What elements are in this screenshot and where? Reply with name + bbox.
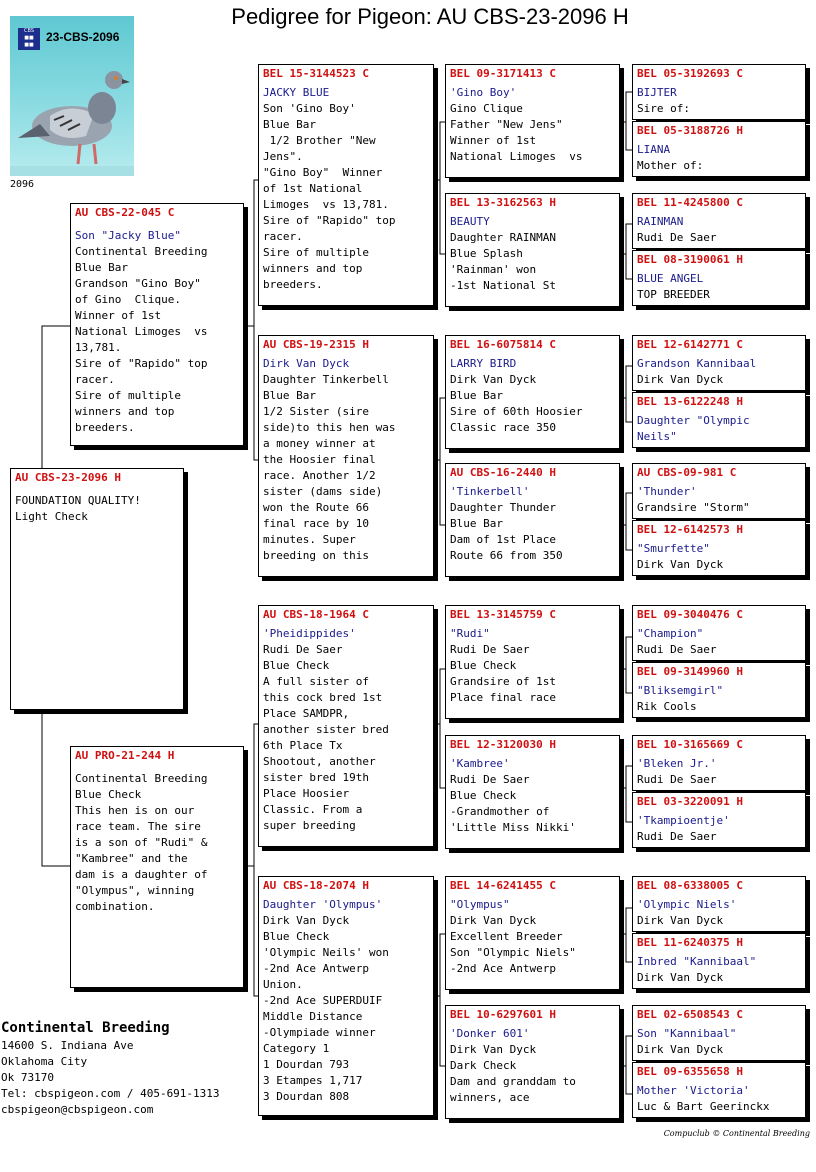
pigeon-name: Inbred "Kannibaal" (637, 955, 757, 968)
pedigree-card-g1 (632, 64, 806, 120)
ring-number: AU CBS-18-1964 C (263, 608, 369, 621)
ring-number: AU CBS-18-2074 H (263, 879, 369, 892)
pigeon-description: Mother of: (637, 159, 704, 172)
ring-number: AU CBS-09-981 C (637, 466, 737, 479)
pedigree-card-g15 (632, 1005, 806, 1061)
pedigree-card-sdd (445, 463, 620, 577)
page-title: Pedigree for Pigeon: AU CBS-23-2096 H (231, 4, 629, 29)
ring-number: BEL 10-3165669 C (637, 738, 743, 751)
pigeon-description: Luc & Bart Geerinckx (637, 1100, 770, 1113)
ring-number: BEL 12-3120030 H (450, 738, 556, 751)
pigeon-name: 'Donker 601' (450, 1027, 530, 1040)
pedigree-card-g3 (632, 193, 806, 249)
pigeon-description: Son 'Gino Boy' Blue Bar 1/2 Brother "New Jens". "Gino Boy" Winner of 1st National Limoges vs 13,781. Sire of "Rapido" top racer. Sire of multiple winners and top breeders. (263, 102, 396, 291)
ring-number: BEL 13-6122248 H (637, 395, 743, 408)
photo-label: 23-CBS-2096 (46, 30, 120, 44)
pedigree-card-g12 (632, 792, 806, 848)
pigeon-description: Daughter Tinkerbell Blue Bar 1/2 Sister (sire side)to this hen was a money winner at the Hoosier final race. Another 1/2 sister (dams side) won the Route 66 final race by 10 minutes. Super breeding on this (263, 373, 396, 562)
pigeon-description: Rudi De Saer (637, 773, 717, 786)
ring-number: BEL 15-3144523 C (263, 67, 369, 80)
breeder-address: 14600 S. Indiana Ave (1, 1039, 134, 1052)
ring-number: BEL 03-3220091 H (637, 795, 743, 808)
pigeon-name: Son "Jacky Blue" (75, 229, 181, 242)
pigeon-description: Dirk Van Dyck Blue Bar Sire of 60th Hoosier Classic race 350 (450, 373, 583, 434)
ring-number: AU CBS-23-2096 H (15, 471, 121, 484)
pigeon-name: 'Pheidippides' (263, 627, 356, 640)
ring-number: BEL 14-6241455 C (450, 879, 556, 892)
photo-caption: 2096 (10, 179, 35, 190)
pigeon-description: FOUNDATION QUALITY! Light Check (15, 494, 141, 523)
pigeon-name: "Champion" (637, 627, 704, 640)
ring-number: BEL 13-3145759 C (450, 608, 556, 621)
pigeon-name: 'Gino Boy' (450, 86, 517, 99)
pedigree-card-g7 (632, 463, 806, 519)
pigeon-description: Continental Breeding Blue Bar Grandson "Gino Boy" of Gino Clique. Winner of 1st National Limoges vs 13,781. Sire of "Rapido" top racer. Sire of multiple winners and top breeders. (75, 245, 208, 434)
pigeon-name: "Smurfette" (637, 542, 710, 555)
pigeon-name: 'Thunder' (637, 485, 697, 498)
ring-number: BEL 08-3190061 H (637, 253, 743, 266)
ring-number: BEL 08-6338005 C (637, 879, 743, 892)
pedigree-card-dam (70, 746, 244, 988)
spacer (15, 485, 179, 493)
ring-number: BEL 09-3040476 C (637, 608, 743, 621)
spacer (75, 763, 239, 771)
spacer (75, 220, 239, 228)
breeder-email: cbspigeon@cbspigeon.com (1, 1103, 154, 1116)
pigeon-name: BLUE ANGEL (637, 272, 704, 285)
pedigree-card-dd (258, 876, 434, 1116)
pigeon-description: Rudi De Saer Blue Check -Grandmother of 'Little Miss Nikki' (450, 773, 576, 834)
ring-number: BEL 13-3162563 H (450, 196, 556, 209)
pigeon-description: Rudi De Saer (637, 643, 717, 656)
pigeon-name: 'Kambree' (450, 757, 510, 770)
ring-number: AU CBS-19-2315 H (263, 338, 369, 351)
pigeon-description: Rudi De Saer (637, 231, 717, 244)
ring-number: BEL 12-6142771 C (637, 338, 743, 351)
pedigree-card-sss (445, 64, 620, 178)
pigeon-description: Dirk Van Dyck Dark Check Dam and granddam to winners, ace (450, 1043, 576, 1104)
pedigree-card-g9 (632, 605, 806, 661)
pigeon-name: LIANA (637, 143, 671, 156)
pigeon-description: Dirk Van Dyck (637, 558, 724, 571)
pigeon-name: BIJTER (637, 86, 677, 99)
ring-number: BEL 02-6508543 C (637, 1008, 743, 1021)
pigeon-name: Son "Kannibaal" (637, 1027, 737, 1040)
pedigree-card-sds (445, 335, 620, 449)
pigeon-description: Dirk Van Dyck (637, 971, 724, 984)
pigeon-name: "Bliksemgirl" (637, 684, 724, 697)
ring-number: AU CBS-22-045 C (75, 206, 175, 219)
pigeon-name: 'Bleken Jr.' (637, 757, 717, 770)
breeder-contact: Tel: cbspigeon.com / 405-691-1313 (1, 1087, 220, 1100)
ring-number: BEL 12-6142573 H (637, 523, 743, 536)
pedigree-card-g4 (632, 250, 806, 306)
ring-number: BEL 16-6075814 C (450, 338, 556, 351)
pedigree-card-dss (445, 605, 620, 719)
pigeon-name: Mother 'Victoria' (637, 1084, 750, 1097)
pigeon-name: "Rudi" (450, 627, 490, 640)
pigeon-name: RAINMAN (637, 215, 684, 228)
pedigree-card-ddd (445, 1005, 620, 1119)
ring-number: BEL 11-6240375 H (637, 936, 743, 949)
breeder-info (1, 1018, 241, 1118)
pedigree-card-dsd (445, 735, 620, 849)
ring-number: AU PRO-21-244 H (75, 749, 175, 762)
pigeon-description: Daughter RAINMAN Blue Splash 'Rainman' won -1st National St (450, 231, 556, 292)
pedigree-card-subject (10, 468, 184, 710)
pigeon-description: TOP BREEDER (637, 288, 710, 301)
pigeon-name: Grandson Kannibaal (637, 357, 757, 370)
pigeon-name: "Olympus" (450, 898, 510, 911)
pigeon-description: Dirk Van Dyck (637, 914, 724, 927)
pigeon-description: Rik Cools (637, 700, 697, 713)
pedigree-card-g11 (632, 735, 806, 791)
pedigree-card-g13 (632, 876, 806, 932)
pigeon-description: Rudi De Saer Blue Check A full sister of this cock bred 1st Place SAMDPR, another sister bred 6th Place Tx Shootout, another sister bred 19th Place Hoosier Classic. From a super breeding (263, 643, 389, 832)
footer-credit: Compuclub © Continental Breeding (663, 1129, 810, 1138)
pedigree-card-ds (258, 605, 434, 847)
pigeon-name: 'Tinkerbell' (450, 485, 530, 498)
pedigree-card-sd (258, 335, 434, 577)
ring-number: BEL 09-3171413 C (450, 67, 556, 80)
pigeon-description: Rudi De Saer (637, 830, 717, 843)
ring-number: BEL 05-3188726 H (637, 124, 743, 137)
pedigree-card-g10 (632, 662, 806, 718)
pigeon-description: Grandsire "Storm" (637, 501, 750, 514)
pedigree-card-dds (445, 876, 620, 990)
pigeon-description: Rudi De Saer Blue Check Grandsire of 1st Place final race (450, 643, 556, 704)
pedigree-card-g6 (632, 392, 806, 448)
pedigree-card-sire (70, 203, 244, 446)
pigeon-name: LARRY BIRD (450, 357, 517, 370)
pigeon-description: Dirk Van Dyck (637, 373, 724, 386)
pedigree-card-g2 (632, 121, 806, 177)
breeder-state-zip: Ok 73170 (1, 1071, 54, 1084)
ring-number: BEL 11-4245800 C (637, 196, 743, 209)
pigeon-description: Dirk Van Dyck (637, 1043, 724, 1056)
pedigree-card-g5 (632, 335, 806, 391)
breeder-name: Continental Breeding (1, 1020, 170, 1036)
pedigree-card-ssd (445, 193, 620, 307)
pigeon-description: Dirk Van Dyck Blue Check 'Olympic Neils' won -2nd Ace Antwerp Union. -2nd Ace SUPERDUIF Middle Distance -Olympiade winner Category 1 1 Dourdan 793 3 Etampes 1,717 3 Dourdan 808 (263, 914, 389, 1103)
ring-number: BEL 09-3149960 H (637, 665, 743, 678)
pedigree-card-g8 (632, 520, 806, 576)
pigeon-description: Daughter Thunder Blue Bar Dam of 1st Place Route 66 from 350 (450, 501, 563, 562)
pigeon-name: BEAUTY (450, 215, 490, 228)
pedigree-card-ss (258, 64, 434, 306)
ring-number: BEL 05-3192693 C (637, 67, 743, 80)
pigeon-description: Gino Clique Father "New Jens" Winner of 1st National Limoges vs (450, 102, 583, 163)
pedigree-card-g16 (632, 1062, 806, 1118)
club-logo: CBS ■■ ■■ (18, 28, 40, 50)
ring-number: AU CBS-16-2440 H (450, 466, 556, 479)
breeder-city: Oklahoma City (1, 1055, 88, 1068)
pigeon-description: Dirk Van Dyck Excellent Breeder Son "Olympic Niels" -2nd Ace Antwerp (450, 914, 576, 975)
pigeon-name: 'Olympic Niels' (637, 898, 737, 911)
ring-number: BEL 10-6297601 H (450, 1008, 556, 1021)
pigeon-name: Daughter 'Olympus' (263, 898, 383, 911)
pigeon-name: Dirk Van Dyck (263, 357, 350, 370)
ring-number: BEL 09-6355658 H (637, 1065, 743, 1078)
pedigree-card-g14 (632, 933, 806, 989)
pigeon-name: Daughter "Olympic Neils" (637, 414, 750, 443)
pigeon-name: 'Tkampioentje' (637, 814, 730, 827)
pigeon-description: Continental Breeding Blue Check This hen is on our race team. The sire is a son of "Rudi" & "Kambree" and the dam is a daughter of "Olympus", winning combination. (75, 772, 208, 913)
pigeon-name: JACKY BLUE (263, 86, 330, 99)
pigeon-description: Sire of: (637, 102, 690, 115)
